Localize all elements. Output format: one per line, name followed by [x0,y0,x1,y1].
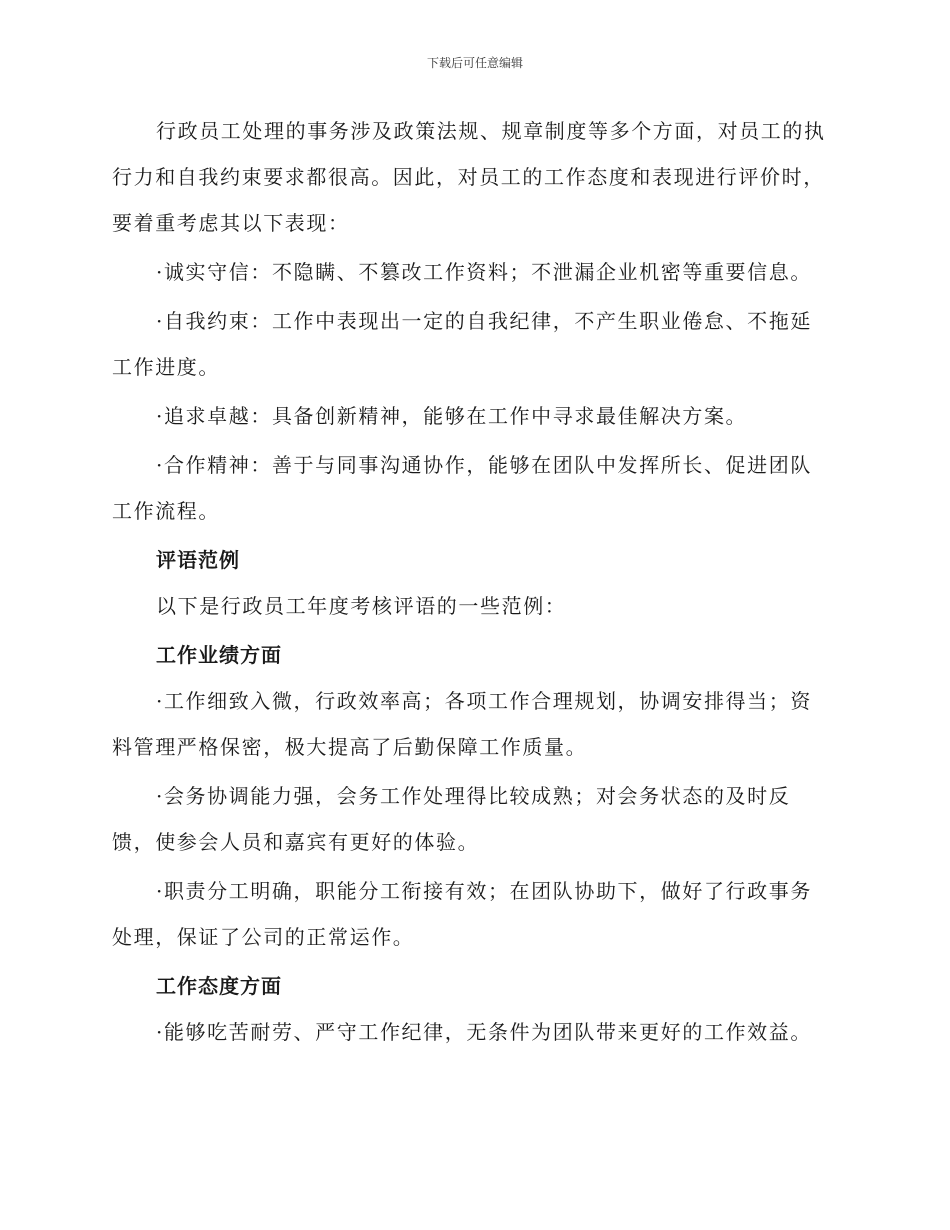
performance-item: ·会务协调能力强，会务工作处理得比较成熟；对会务状态的及时反馈，使参会人员和嘉宾有更好的体验。 [112,784,791,854]
trait-item: ·诚实守信：不隐瞒、不篡改工作资料；不泄漏企业机密等重要信息。 [156,260,812,284]
section-intro-paragraph: 以下是行政员工年度考核评语的一些范例： [156,594,567,618]
performance-item: ·工作细致入微，行政效率高；各项工作合理规划，协调安排得当；资料管理严格保密，极大提高了后勤保障工作质量。 [112,689,812,759]
attitude-heading: 工作态度方面 [156,974,282,998]
page-header: 下载后可任意编辑 [426,56,523,70]
intro-paragraph: 行政员工处理的事务涉及政策法规、规章制度等多个方面，对员工的执行力和自我约束要求都很高。因此，对员工的工作态度和表现进行评价时，要着重考虑其以下表现： [112,119,826,235]
trait-item: ·自我约束：工作中表现出一定的自我纪律，不产生职业倦怠、不拖延工作进度。 [112,309,812,379]
trait-item: ·合作精神：善于与同事沟通协作，能够在团队中发挥所长、促进团队工作流程。 [112,453,812,523]
performance-item: ·职责分工明确，职能分工衔接有效；在团队协助下，做好了行政事务处理，保证了公司的正常运作。 [112,879,812,949]
trait-item: ·追求卓越：具备创新精神，能够在工作中寻求最佳解决方案。 [156,404,748,428]
attitude-item: ·能够吃苦耐劳、严守工作纪律，无条件为团队带来更好的工作效益。 [156,1020,812,1044]
section-heading: 评语范例 [156,548,240,572]
document-body [112,108,832,1055]
performance-heading: 工作业绩方面 [156,643,282,667]
